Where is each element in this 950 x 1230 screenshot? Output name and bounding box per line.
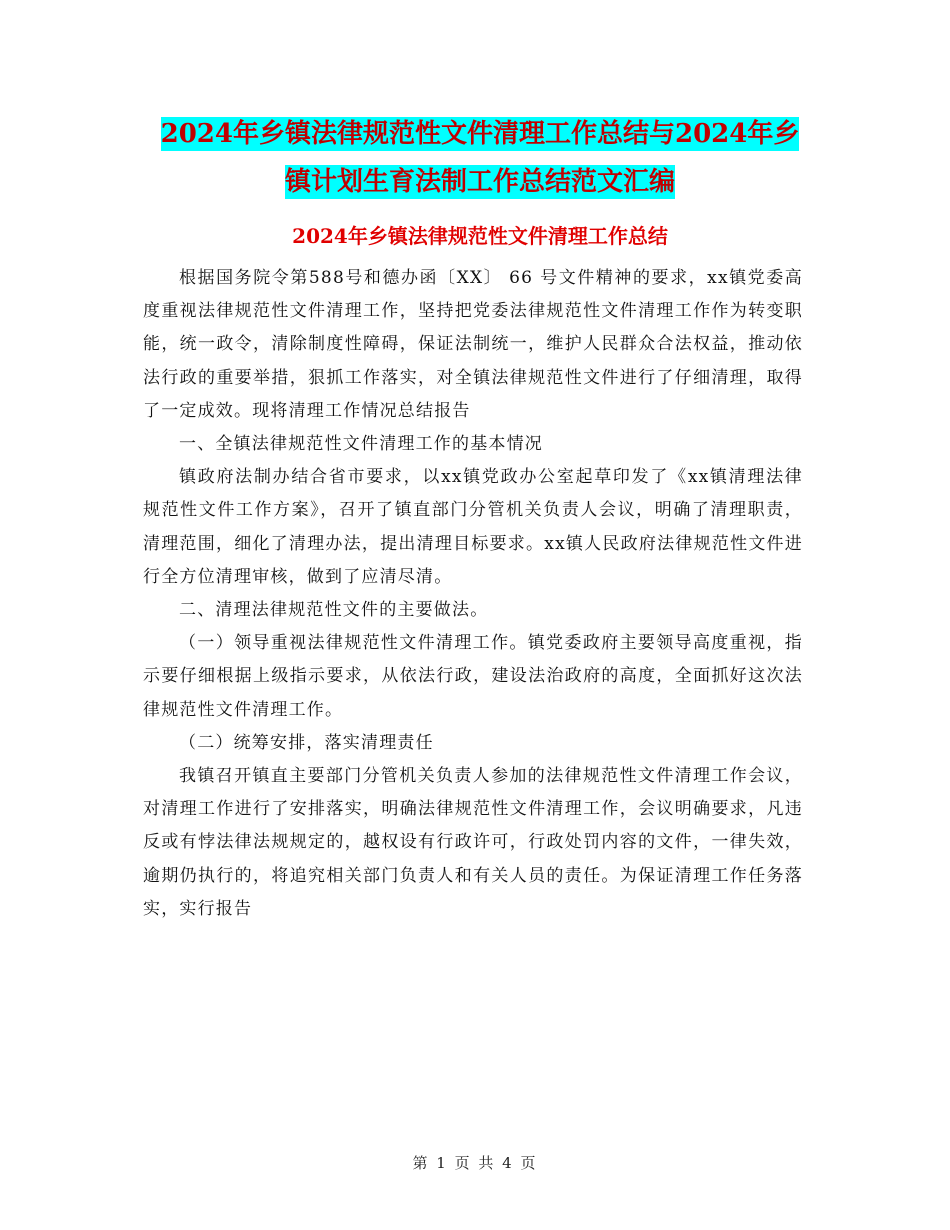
- document-title: [120, 110, 840, 206]
- title-line-2: 镇计划生育法制工作总结范文汇编: [284, 167, 675, 197]
- paragraph: 镇政府法制办结合省市要求，以xx镇党政办公室起草印发了《xx镇清理法律规范性文件工作方案》，召开了镇直部门分管机关负责人会议，明确了清理职责，清理范围，细化了清理办法，提出清理目标要求。xx镇人民政府法律规范性文件进行全方位清理审核，做到了应清尽清。: [143, 467, 803, 587]
- paragraph: 我镇召开镇直主要部门分管机关负责人参加的法律规范性文件清理工作会议，对清理工作进行了安排落实，明确法律规范性文件清理工作，会议明确要求，凡违反或有悖法律法规规定的，越权设有行政许可，行政处罚内容的文件，一律失效，逾期仍执行的，将追究相关部门负责人和有关人员的责任。为保证清理工作任务落实，实行报告: [143, 766, 803, 919]
- paragraph: （二）统筹安排，落实清理责任: [179, 732, 434, 753]
- title-line-1: 2024年乡镇法律规范性文件清理工作总结与2024年乡: [160, 119, 800, 149]
- paragraph: （一）领导重视法律规范性文件清理工作。镇党委政府主要领导高度重视，指示要仔细根据上级指示要求，从依法行政，建设法治政府的高度，全面抓好这次法律规范性文件清理工作。: [143, 633, 803, 720]
- paragraph: 二、清理法律规范性文件的主要做法。: [179, 600, 489, 621]
- paragraph: 根据国务院令第588号和德办函〔XX〕 66 号文件精神的要求，xx镇党委高度重视法律规范性文件清理工作，坚持把党委法律规范性文件清理工作作为转变职能，统一政令，清除制度性障碍，保证法制统一，维护人民群众合法权益，推动依法行政的重要举措，狠抓工作落实，对全镇法律规范性文件进行了仔细清理，取得了一定成效。现将清理工作情况总结报告: [143, 268, 803, 421]
- page-footer: 第 1 页 共 4 页: [412, 1154, 538, 1172]
- paragraph: 一、全镇法律规范性文件清理工作的基本情况: [179, 434, 543, 455]
- section-title: 2024年乡镇法律规范性文件清理工作总结: [292, 224, 668, 248]
- document-body: [143, 262, 803, 926]
